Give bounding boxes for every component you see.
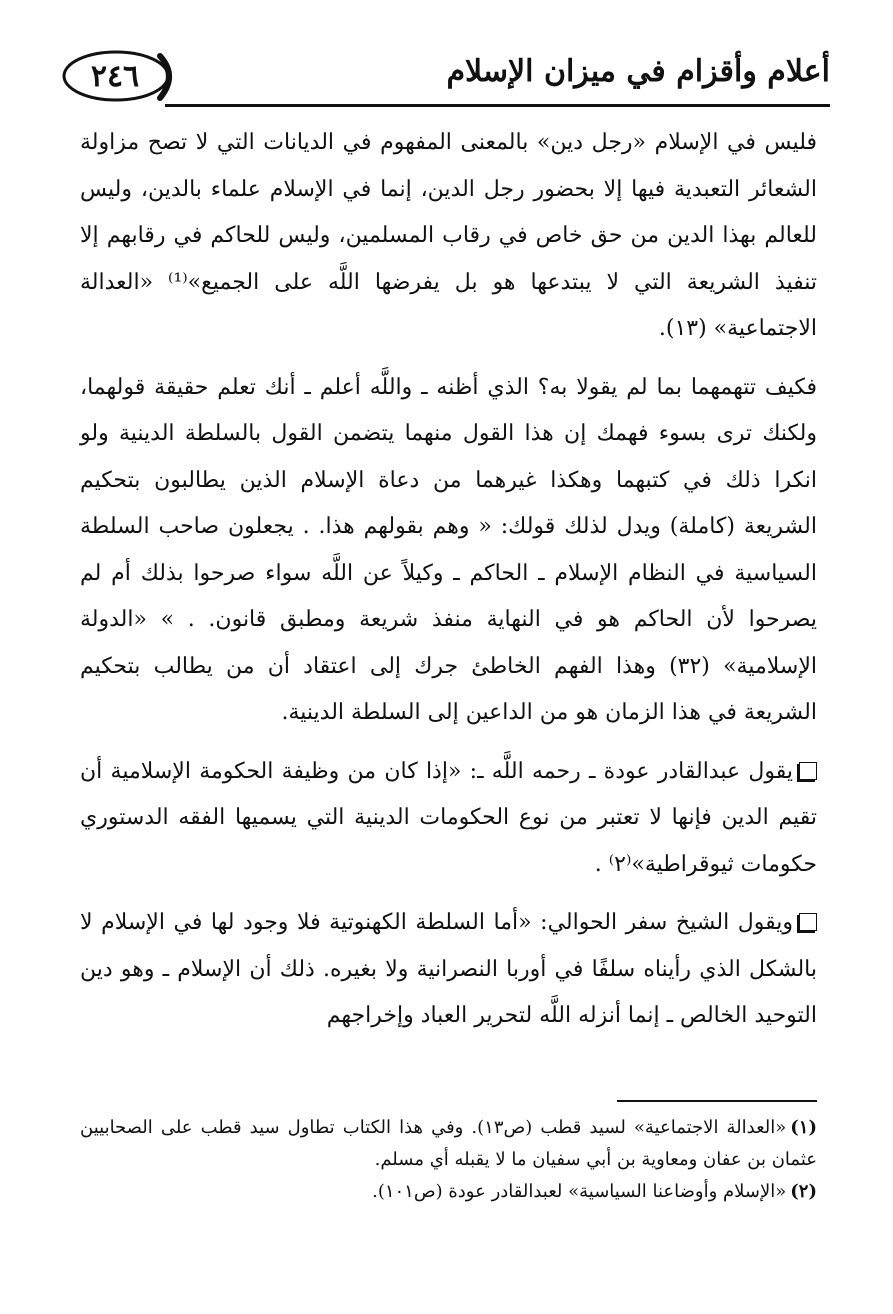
main-text [80, 120, 817, 1040]
paragraph-text: ويقول الشيخ سفر الحوالي: «أما السلطة الكهنوتية فلا وجود لها في الإسلام لا بالشكل الذي رأيناه سلفًا في أوربا النصرانية ولا بغيره. ذلك أن الإسلام ـ وهو دين التوحيد الخالص ـ إنما أنزله اللَّه لتحرير العباد وإخراجهم [80, 910, 817, 1028]
footnote [80, 1112, 817, 1176]
header-rule [165, 104, 830, 107]
footnote-rule [617, 1100, 817, 1102]
footnote-text: «العدالة الاجتماعية» لسيد قطب (ص١٣). وفي هذا الكتاب تطاول سيد قطب على الصحابيين عثمان بن عفان ومعاوية بن أبي سفيان ما لا يقبله أي مسلم. [80, 1117, 817, 1170]
page-header [60, 40, 830, 110]
footnote-number: (١) [790, 1117, 817, 1138]
quote-marker-icon [799, 762, 817, 780]
paragraph: فكيف تتهمهما بما لم يقولا به؟ الذي أظنه ـ واللَّه أعلم ـ أنك تعلم حقيقة قولهما، ولكنك ترى بسوء فهمك إن هذا القول منهما يتضمن القول بالسلطة الدينية ولو انكرا ذلك في كتبهما وهكذا غيرهما من دعاة الإسلام الذين يطالبون بتحكيم الشريعة (كاملة) ويدل لذلك قولك: « وهم بقولهم هذا. . يجعلون صاحب السلطة السياسية في النظام الإسلام ـ الحاكم ـ وكيلاً عن اللَّه سواء صرحوا بذلك أم لم يصرحوا لأن الحاكم هو في النهاية منفذ شريعة ومطبق قانون. . » «الدولة الإسلامية» (٣٢) وهذا الفهم الخاطئ جرك إلى اعتقاد أن من يطالب بتحكيم الشريعة في هذا الزمان هو من الداعين إلى السلطة الدينية. [80, 374, 817, 725]
paragraph [80, 749, 817, 889]
paragraph: فليس في الإسلام «رجل دين» بالمعنى المفهوم في الديانات التي لا تصح مزاولة الشعائر التعبدية فيها إلا بحضور رجل الدين، إنما في الإسلام علماء بالدين، وليس للعالم بهذا الدين من حق خاص في رقاب المسلمين، وليس للحاكم في رقابهم إلا تنفيذ الشريعة التي لا يبتدعها هو بل يفرضها اللَّه على الجميع»⁽¹⁾ «العدالة الاجتماعية» (١٣). [80, 130, 817, 341]
page-number: ٢٤٦ [90, 58, 140, 94]
footnotes [80, 1100, 817, 1208]
paragraph-text: يقول عبدالقادر عودة ـ رحمه اللَّه ـ: «إذا كان من وظيفة الحكومة الإسلامية أن تقيم الدين فإنها لا تعتبر من نوع الحكومات الدينية التي يسميها الفقه الدستوري حكومات ثيوقراطية»⁽٢⁾ . [80, 758, 817, 877]
page-number-badge [60, 48, 180, 104]
paragraph [80, 900, 817, 1040]
footnote-number: (٢) [790, 1181, 817, 1202]
footnote-text: «الإسلام وأوضاعنا السياسية» لعبدالقادر عودة (ص١٠١). [372, 1181, 787, 1202]
footnote [80, 1176, 817, 1208]
book-title: أعلام وأقزام في ميزان الإسلام [446, 54, 830, 89]
quote-marker-icon [799, 913, 817, 931]
